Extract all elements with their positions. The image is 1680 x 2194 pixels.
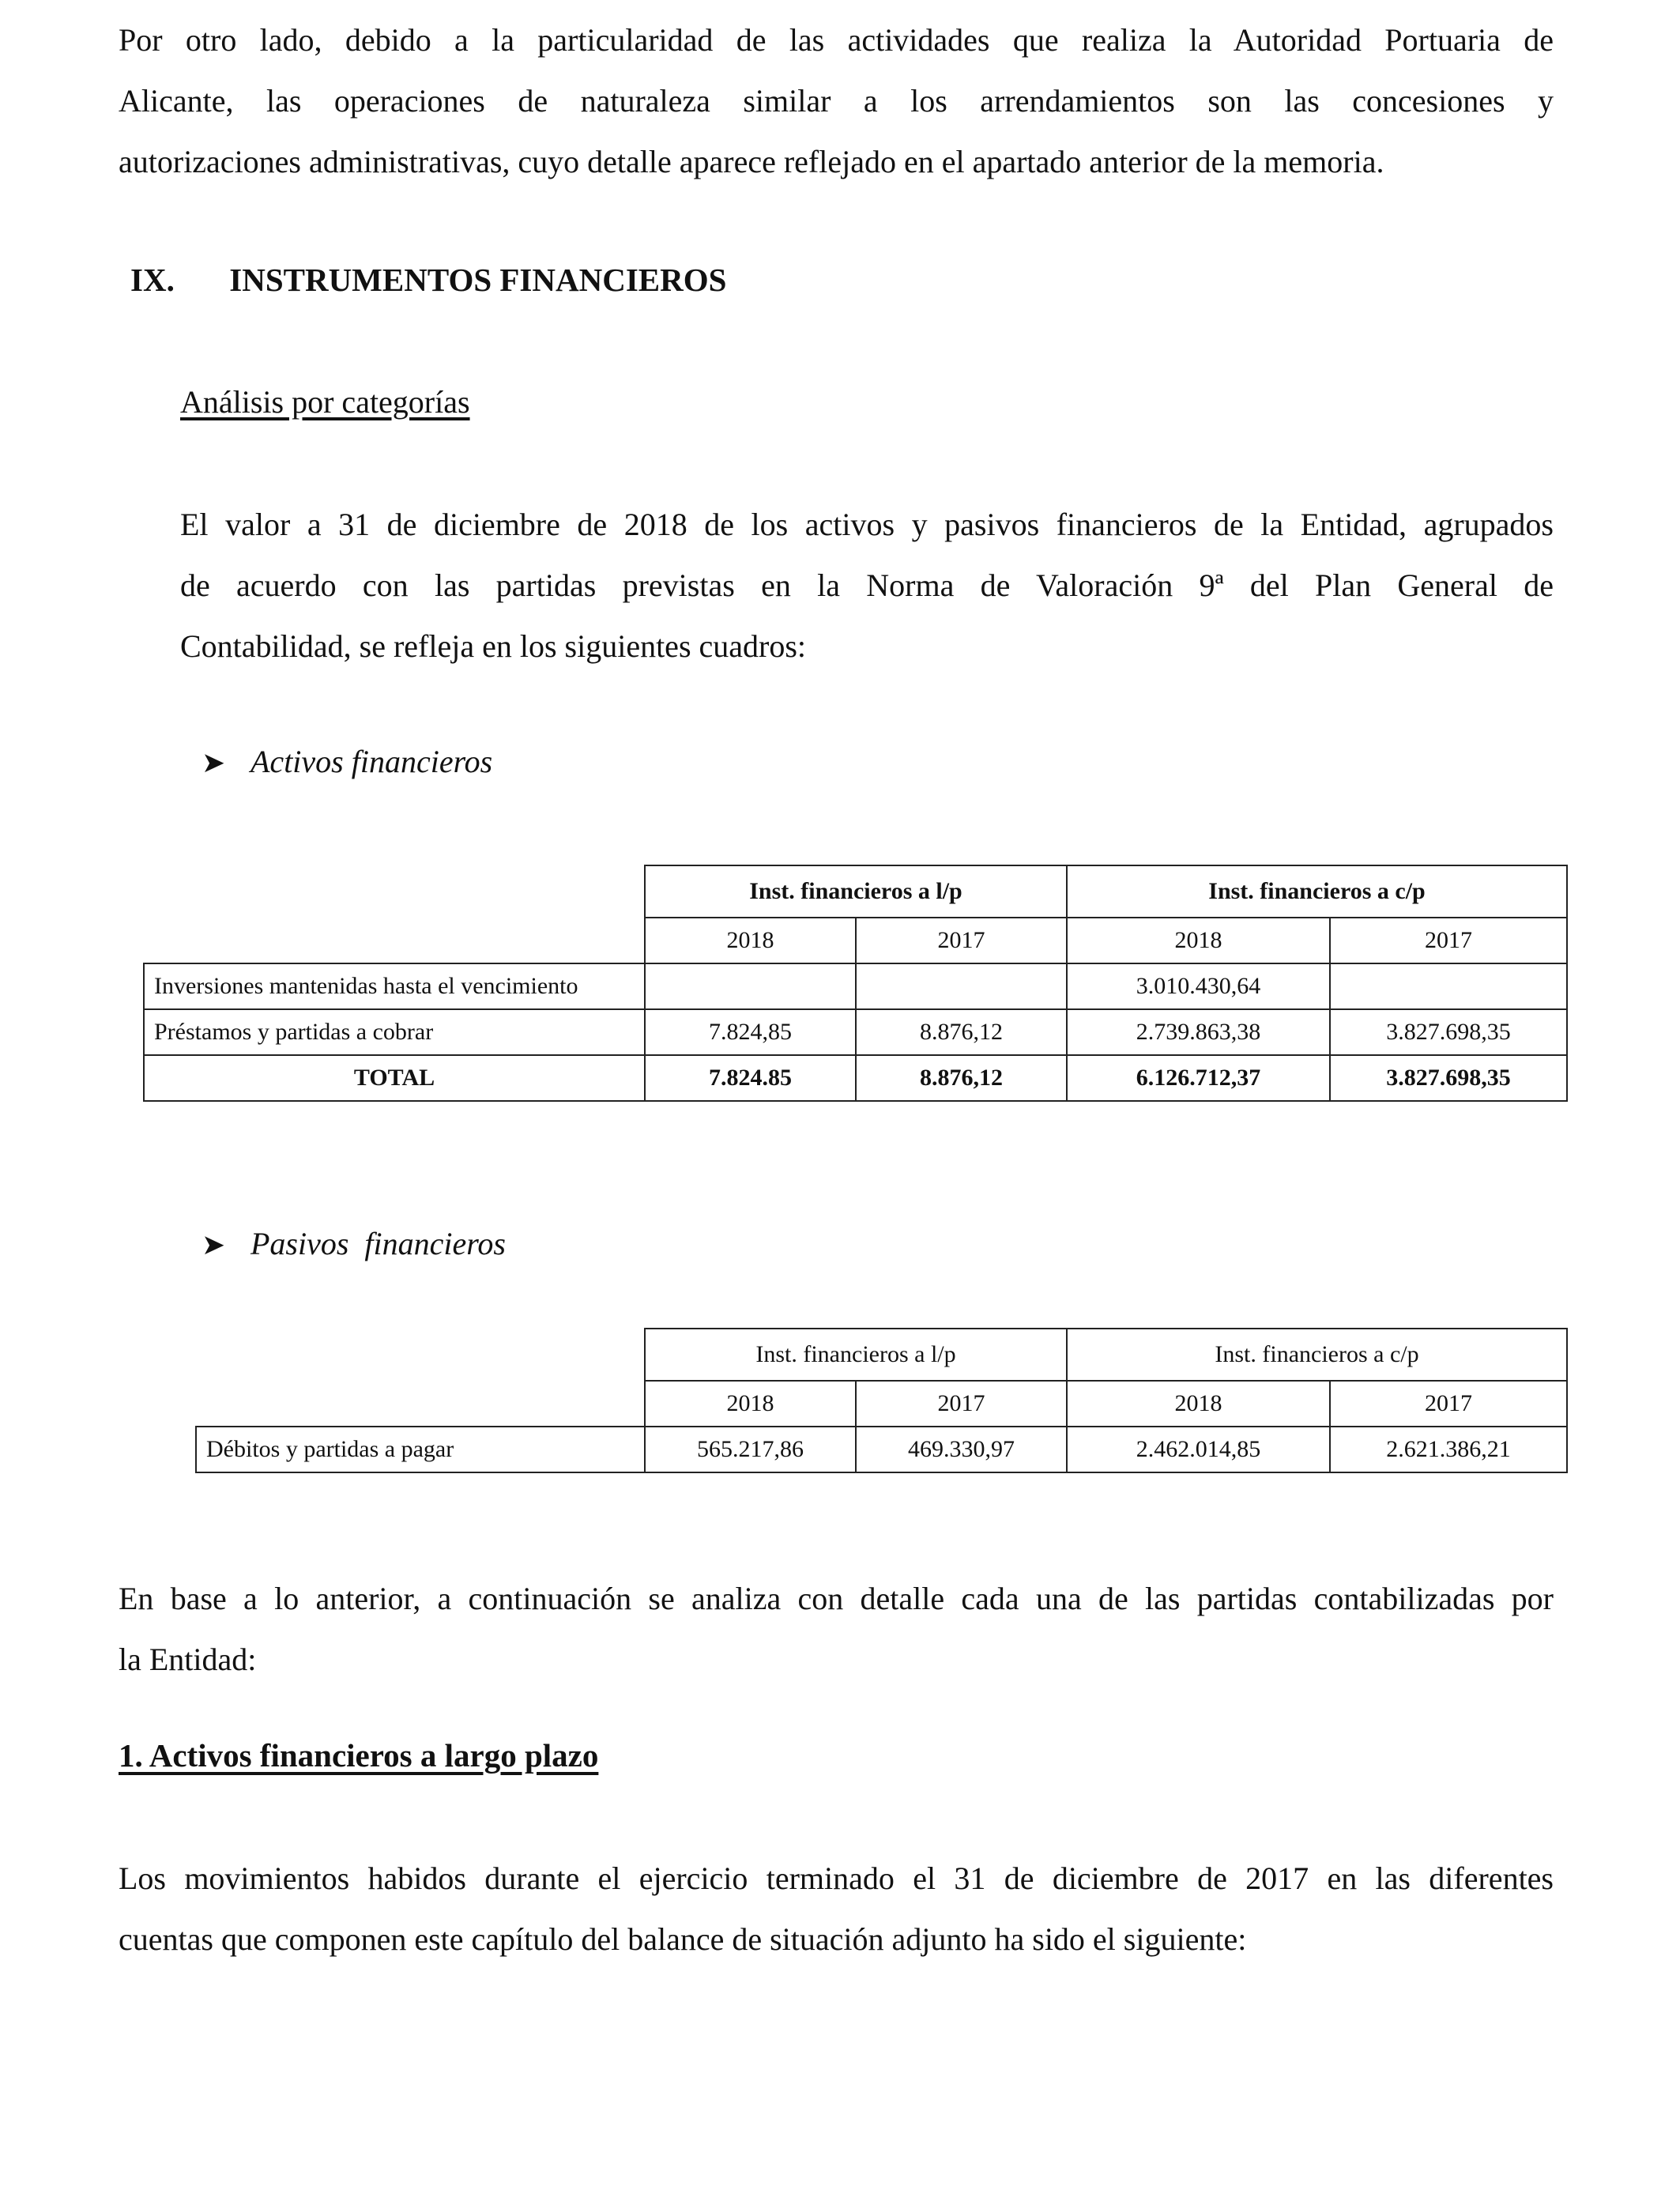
section-heading	[130, 261, 726, 299]
cell-value: 565.217,86	[645, 1427, 856, 1472]
analysis-line: El valor a 31 de diciembre de 2018 de los activos y pasivos financieros de la Entidad, agrupados	[180, 507, 1554, 542]
cell-value: 3.010.430,64	[1067, 963, 1330, 1009]
cell-value	[856, 963, 1067, 1009]
movements-line: cuentas que componen este capítulo del balance de situación adjunto ha sido el siguiente:	[119, 1921, 1247, 1957]
movements-paragraph	[119, 1848, 1554, 1970]
total-label: TOTAL	[144, 1055, 645, 1101]
cell-value	[645, 963, 856, 1009]
arrow-bullet-icon: ➤	[202, 747, 226, 778]
row-label: Préstamos y partidas a cobrar	[144, 1009, 645, 1055]
cell-value: 7.824,85	[645, 1009, 856, 1055]
intro-line: autorizaciones administrativas, cuyo detalle aparece reflejado en el apartado anterior de la memoria.	[119, 144, 1384, 179]
year-header: 2017	[1330, 918, 1567, 963]
total-value: 3.827.698,35	[1330, 1055, 1567, 1101]
row-label: Débitos y partidas a pagar	[196, 1427, 645, 1472]
table-row	[196, 1427, 1567, 1472]
cell-value: 469.330,97	[856, 1427, 1067, 1472]
year-header: 2017	[1330, 1381, 1567, 1427]
section-number: IX.	[130, 262, 175, 298]
intro-line: Alicante, las operaciones de naturaleza similar a los arrendamientos son las concesiones y	[119, 83, 1554, 119]
cell-value: 2.739.863,38	[1067, 1009, 1330, 1055]
analysis-line: de acuerdo con las partidas previstas en la Norma de Valoración 9ª del Plan General de	[180, 567, 1554, 603]
movements-line: Los movimientos habidos durante el ejercicio terminado el 31 de diciembre de 2017 en las diferentes	[119, 1860, 1554, 1896]
base-line: En base a lo anterior, a continuación se analiza con detalle cada una de las partidas contabilizadas por	[119, 1581, 1554, 1616]
analysis-line: Contabilidad, se refleja en los siguientes cuadros:	[180, 628, 807, 664]
table-row	[144, 1009, 1567, 1055]
cell-value: 3.827.698,35	[1330, 1009, 1567, 1055]
total-value: 7.824.85	[645, 1055, 856, 1101]
base-line: la Entidad:	[119, 1642, 257, 1677]
year-header: 2017	[856, 1381, 1067, 1427]
year-header: 2018	[1067, 918, 1330, 963]
analysis-paragraph	[180, 494, 1554, 677]
row-label: Inversiones mantenidas hasta el vencimiento	[144, 963, 645, 1009]
total-value: 8.876,12	[856, 1055, 1067, 1101]
total-value: 6.126.712,37	[1067, 1055, 1330, 1101]
year-header: 2018	[645, 1381, 856, 1427]
base-paragraph	[119, 1568, 1554, 1690]
pasivos-table	[195, 1328, 1568, 1473]
cell-value: 2.621.386,21	[1330, 1427, 1567, 1472]
cell-value	[1330, 963, 1567, 1009]
header-cp: Inst. financieros a c/p	[1067, 865, 1567, 918]
activos-bullet	[202, 743, 492, 780]
section-1-title: 1. Activos financieros a largo plazo	[119, 1737, 599, 1774]
total-row	[144, 1055, 1567, 1101]
cell-value: 2.462.014,85	[1067, 1427, 1330, 1472]
table-corner	[196, 1381, 645, 1427]
intro-paragraph	[119, 9, 1554, 192]
arrow-bullet-icon: ➤	[202, 1229, 226, 1261]
activos-bullet-label: Activos financieros	[250, 744, 493, 779]
header-cp: Inst. financieros a c/p	[1067, 1329, 1567, 1381]
cell-value: 8.876,12	[856, 1009, 1067, 1055]
section-title: INSTRUMENTOS FINANCIEROS	[229, 262, 727, 298]
year-header: 2018	[645, 918, 856, 963]
table-corner	[144, 865, 645, 918]
pasivos-bullet	[202, 1225, 506, 1262]
table-corner	[196, 1329, 645, 1381]
intro-line: Por otro lado, debido a la particularidad de las actividades que realiza la Autoridad Portuaria de	[119, 22, 1554, 58]
year-header: 2017	[856, 918, 1067, 963]
subsection-title: Análisis por categorías	[180, 384, 470, 420]
header-lp: Inst. financieros a l/p	[645, 865, 1067, 918]
activos-table	[143, 865, 1568, 1102]
table-corner	[144, 918, 645, 963]
pasivos-bullet-label: Pasivos financieros	[250, 1226, 506, 1261]
year-header: 2018	[1067, 1381, 1330, 1427]
header-lp: Inst. financieros a l/p	[645, 1329, 1067, 1381]
table-row	[144, 963, 1567, 1009]
